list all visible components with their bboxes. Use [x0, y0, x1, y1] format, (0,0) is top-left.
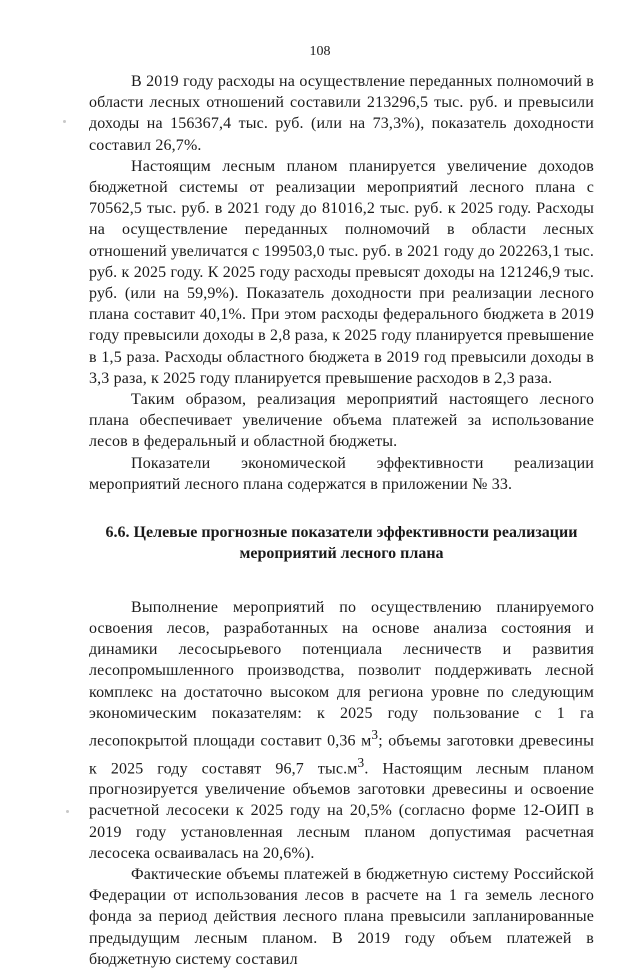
document-body: [89, 71, 594, 970]
paragraph-conclusion: Таким образом, реализация мероприятий настоящего лесного плана обеспечивает увеличение объема платежей за использование лесов в федеральный и областной бюджеты.: [89, 391, 594, 451]
scan-speck: [63, 120, 66, 123]
section-heading-line-1: 6.6. Целевые прогнозные показатели эффективности реализации: [105, 524, 578, 542]
text-run: Выполнение мероприятий по осуществлению планируемого освоения лесов, разработанных на основе анализа состояния и динамики лесосырьевого потенциала лесничеств и развития лесопромышленного производства, позволит поддерживать лесной комплекс на достаточно высоком для региона уровне по следующим экономическим показателям: к 2025 году пользование с 1 га лесопокрытой площади составит 0,36 м: [89, 598, 594, 750]
scan-speck: [66, 810, 69, 813]
page-number: 108: [309, 44, 331, 59]
paragraph-expenses-2019: В 2019 году расходы на осуществление переданных полномочий в области лесных отношений составили 213296,5 тыс. руб. и превысили доходы на 156367,4 тыс. руб. (или на 73,3%), показатель доходности составил 26,7%.: [89, 73, 594, 154]
section-heading: [89, 522, 594, 565]
section-heading-line-2: мероприятий лесного плана: [239, 545, 444, 563]
superscript-cubic: 3: [371, 727, 379, 743]
spacer: [89, 565, 594, 597]
text-run: . Настоящим лесным планом прогнозируется увеличение объемов заготовки древесины и освоение расчетной лесосеки к 2025 году на 20,5% (согласно форме 12-ОИП в 2019 году установленная лесным планом допустимая расчетная лесосека осваивалась на 20,6%).: [89, 759, 595, 862]
paragraph-target-indicators: [89, 597, 594, 864]
text-run: ; объемы заготовки древесины к 2025 году составят 96,7 тыс.м: [89, 732, 594, 777]
paragraph-actual-payments: Фактические объемы платежей в бюджетную систему Российской Федерации от использования лесов в расчете на 1 га земель лесного фонда за период действия лесного плана превысили запланированные предыдущим лесным планом. В 2019 году объем платежей в бюджетную систему составил: [89, 865, 594, 968]
superscript-cubic: 3: [357, 754, 365, 770]
paragraph-income-plan: Настоящим лесным планом планируется увеличение доходов бюджетной системы от реализации мероприятий лесного плана с 70562,5 тыс. руб. в 2021 году до 81016,2 тыс. руб. к 2025 году. Расходы на осуществление переданных полномочий в области лесных отношений увеличатся с 199503,0 тыс. руб. в 2021 году до 202263,1 тыс. руб. к 2025 году. К 2025 году расходы превысят доходы на 121246,9 тыс. руб. (или на 59,9%). Показатель доходности при реализации лесного плана составит 40,1%. При этом расходы федерального бюджета в 2019 году превысили доходы в 2,8 раза, к 2025 году планируется превышение в 1,5 раза. Расходы областного бюджета в 2019 год превысили доходы в 3,3 раза, к 2025 году планируется превышение расходов в 2,3 раза.: [89, 157, 594, 387]
paragraph-appendix-reference: Показатели экономической эффективности реализации мероприятий лесного плана содержатся в приложении № 33.: [89, 454, 594, 493]
